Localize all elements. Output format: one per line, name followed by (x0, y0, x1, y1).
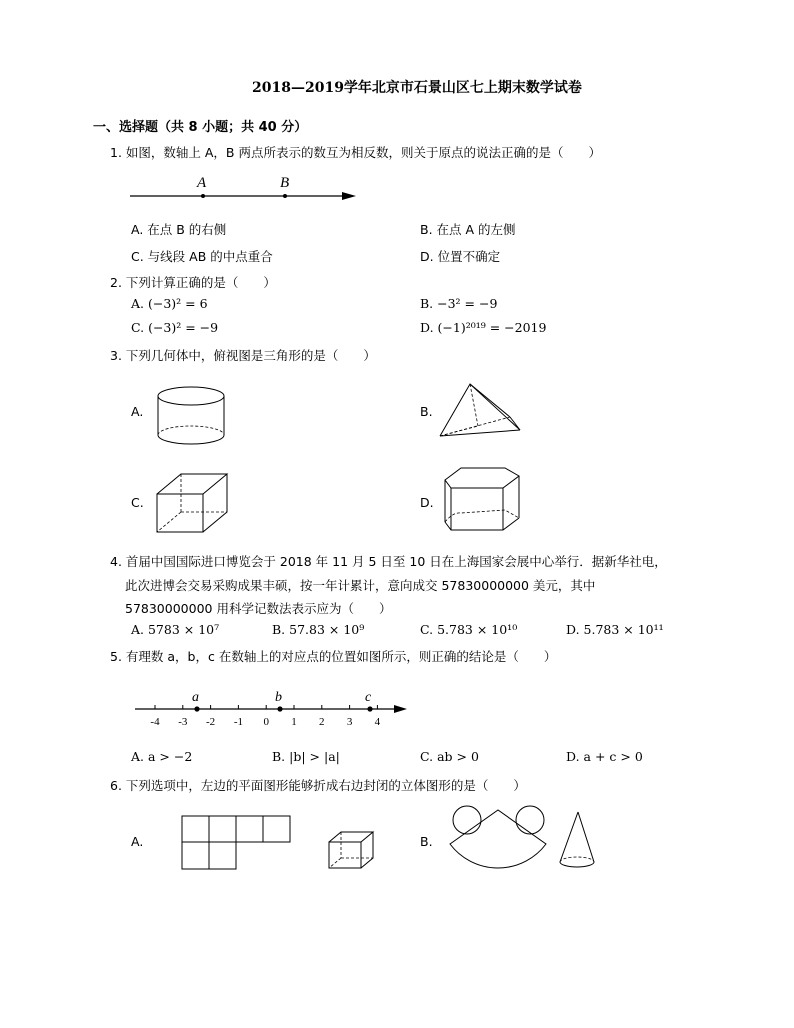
question-3-stem: 3. 下列几何体中，俯视图是三角形的是（ ） (110, 348, 376, 363)
q3-option-d-label: D. (420, 495, 434, 510)
q5-point-b (277, 706, 282, 711)
q5-tick-label: -1 (233, 716, 243, 728)
q5-label-c: c (365, 690, 372, 705)
q1-axis-arrow (342, 192, 356, 200)
q5-option-a: A. a > −2 (131, 749, 193, 764)
q6-cone-net-figure (448, 804, 552, 874)
q5-tick-label: 0 (263, 716, 269, 728)
q1-label-b: B (280, 175, 290, 191)
q1-number-line-figure (130, 170, 360, 205)
q5-option-b: B. |b| > |a| (272, 749, 340, 764)
question-5-stem: 5. 有理数 a，b，c 在数轴上的对应点的位置如图所示，则正确的结论是（ ） (110, 649, 557, 664)
q1-option-a: A. 在点 B 的右侧 (131, 222, 227, 237)
q3-option-b-label: B. (420, 404, 433, 419)
q5-point-a (194, 706, 199, 711)
q5-label-b: b (275, 690, 282, 705)
q1-label-a: A (197, 175, 207, 191)
q5-axis-arrow (394, 705, 407, 713)
q4-option-a: A. 5783 × 10⁷ (131, 622, 220, 637)
q1-point-a (201, 194, 205, 198)
q2-option-c: C. (−3)² = −9 (131, 320, 219, 335)
page-title: 2018—2019学年北京市石景山区七上期末数学试卷 (252, 80, 582, 96)
q5-tick-label: 3 (346, 716, 353, 728)
q2-option-a: A. (−3)² = 6 (131, 296, 208, 311)
q3-hexagonal-prism-figure (443, 466, 523, 534)
question-1-stem: 1. 如图，数轴上 A，B 两点所表示的数互为相反数，则关于原点的说法正确的是（ ） (110, 145, 601, 160)
q5-number-line-figure (135, 685, 410, 730)
q3-option-a-label: A. (131, 404, 144, 419)
question-4-line-3: 57830000000 用科学记数法表示应为（ ） (125, 601, 392, 616)
question-4-line-2: 此次进博会交易采购成果丰硕，按一年计累计，意向成交 57830000000 美元，其中 (125, 578, 596, 593)
q5-option-d: D. a + c > 0 (566, 749, 643, 764)
q1-option-b: B. 在点 A 的左侧 (420, 222, 516, 237)
q6-cube-net-figure (181, 815, 293, 871)
q5-tick-label: 2 (319, 716, 325, 728)
q6-option-a-label: A. (131, 834, 144, 849)
q1-option-d: D. 位置不确定 (420, 249, 501, 264)
q6-cube-figure (327, 830, 377, 870)
question-6-stem: 6. 下列选项中，左边的平面图形能够折成右边封闭的立体图形的是（ ） (110, 778, 526, 793)
q5-tick-label: -2 (206, 716, 216, 728)
q5-point-c (367, 706, 372, 711)
q3-cylinder-figure (158, 386, 228, 446)
q6-option-b-label: B. (420, 834, 433, 849)
q5-label-a: a (192, 690, 199, 705)
q5-option-c: C. ab > 0 (420, 749, 479, 764)
question-4-line-1: 4. 首届中国国际进口博览会于 2018 年 11 月 5 日至 10 日在上海国家会展中心举行．据新华社电， (110, 554, 667, 569)
q1-point-b (283, 194, 287, 198)
q2-option-d: D. (−1)²⁰¹⁹ = −2019 (420, 320, 547, 335)
q2-option-b: B. −3² = −9 (420, 296, 498, 311)
q5-tick-label: 1 (291, 716, 297, 728)
q5-tick-label: -4 (150, 716, 160, 728)
q3-option-c-label: C. (131, 495, 144, 510)
q5-tick-label: 4 (374, 716, 381, 728)
section-heading: 一、选择题（共 8 小题；共 40 分） (93, 120, 308, 135)
q4-option-c: C. 5.783 × 10¹⁰ (420, 622, 518, 637)
q3-prism-figure (155, 472, 235, 537)
q1-option-c: C. 与线段 AB 的中点重合 (131, 249, 273, 264)
q4-option-d: D. 5.783 × 10¹¹ (566, 622, 664, 637)
q4-option-b: B. 57.83 × 10⁹ (272, 622, 365, 637)
question-2-stem: 2. 下列计算正确的是（ ） (110, 275, 276, 290)
q5-tick-label: -3 (178, 716, 188, 728)
q3-pyramid-figure (438, 382, 528, 442)
q6-cone-figure (558, 810, 598, 872)
